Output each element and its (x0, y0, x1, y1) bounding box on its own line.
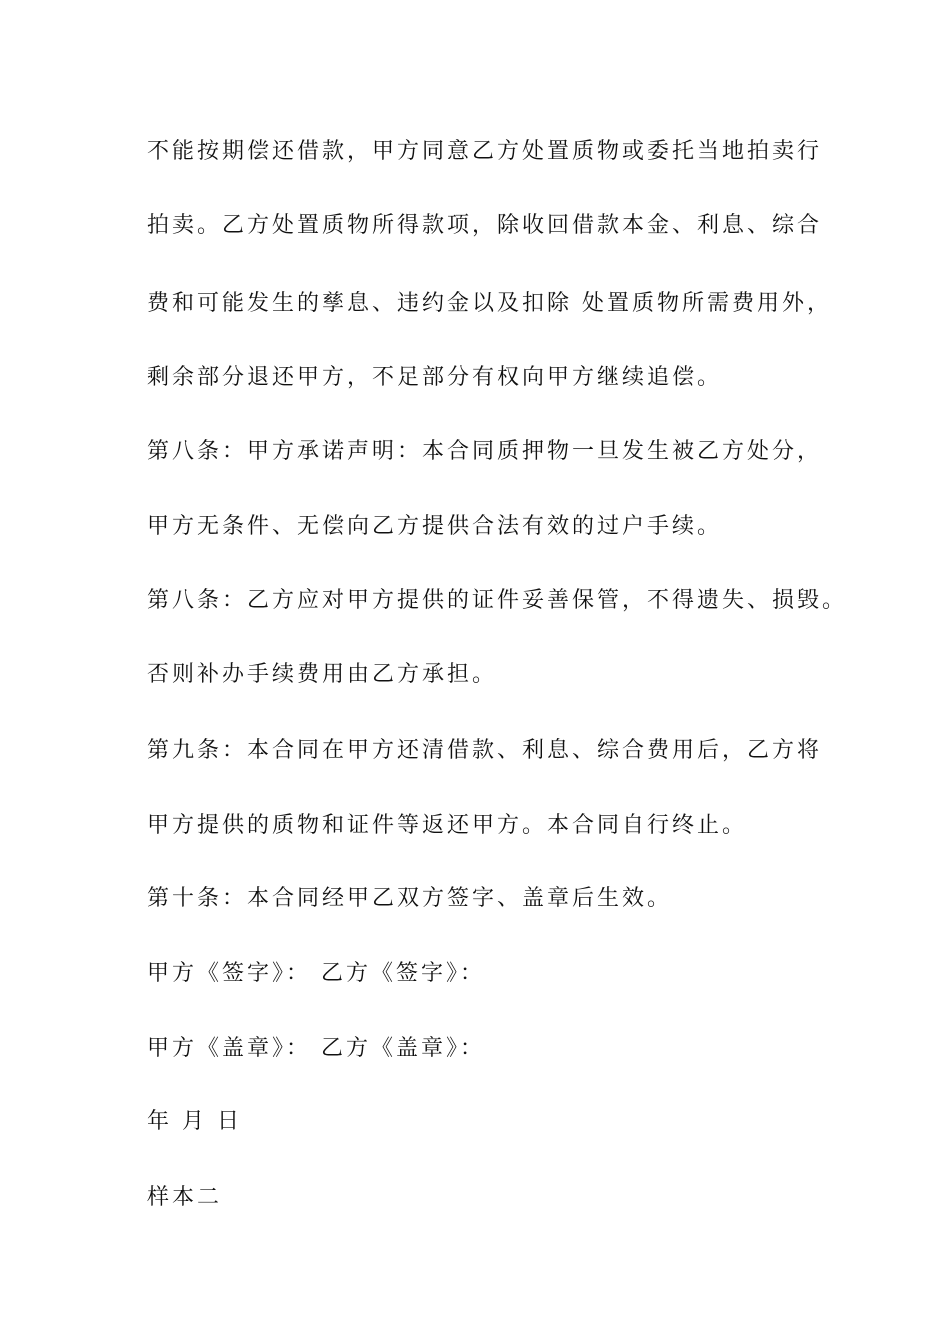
sample-heading: 样本二 (147, 1185, 223, 1210)
article-8b-line-2: 否则补办手续费用由乙方承担。 (147, 662, 498, 687)
text-line-4: 剩余部分退还甲方，不足部分有权向甲方继续追偿。 (147, 365, 723, 390)
signature-line: 甲方《签字》： 乙方《签字》： (147, 961, 485, 986)
text-line-1: 不能按期偿还借款，甲方同意乙方处置质物或委托当地拍卖行 (147, 139, 823, 164)
date-line: 年 月 日 (147, 1109, 242, 1134)
article-8b-line-1: 第八条：乙方应对甲方提供的证件妥善保管，不得遗失、损毁。 (147, 588, 848, 613)
text-line-3: 费和可能发生的孳息、违约金以及扣除 处置质物所需费用外， (147, 291, 832, 316)
text-line-2: 拍卖。乙方处置质物所得款项，除收回借款本金、利息、综合 (147, 213, 823, 238)
seal-line: 甲方《盖章》： 乙方《盖章》： (147, 1036, 485, 1061)
article-10: 第十条：本合同经甲乙双方签字、盖章后生效。 (147, 886, 673, 911)
article-8-line-1: 第八条：甲方承诺声明：本合同质押物一旦发生被乙方处分， (147, 439, 823, 464)
article-9-line-2: 甲方提供的质物和证件等返还甲方。本合同自行终止。 (147, 813, 748, 838)
article-8-line-2: 甲方无条件、无偿向乙方提供合法有效的过户手续。 (147, 514, 723, 539)
article-9-line-1: 第九条：本合同在甲方还清借款、利息、综合费用后，乙方将 (147, 738, 823, 763)
